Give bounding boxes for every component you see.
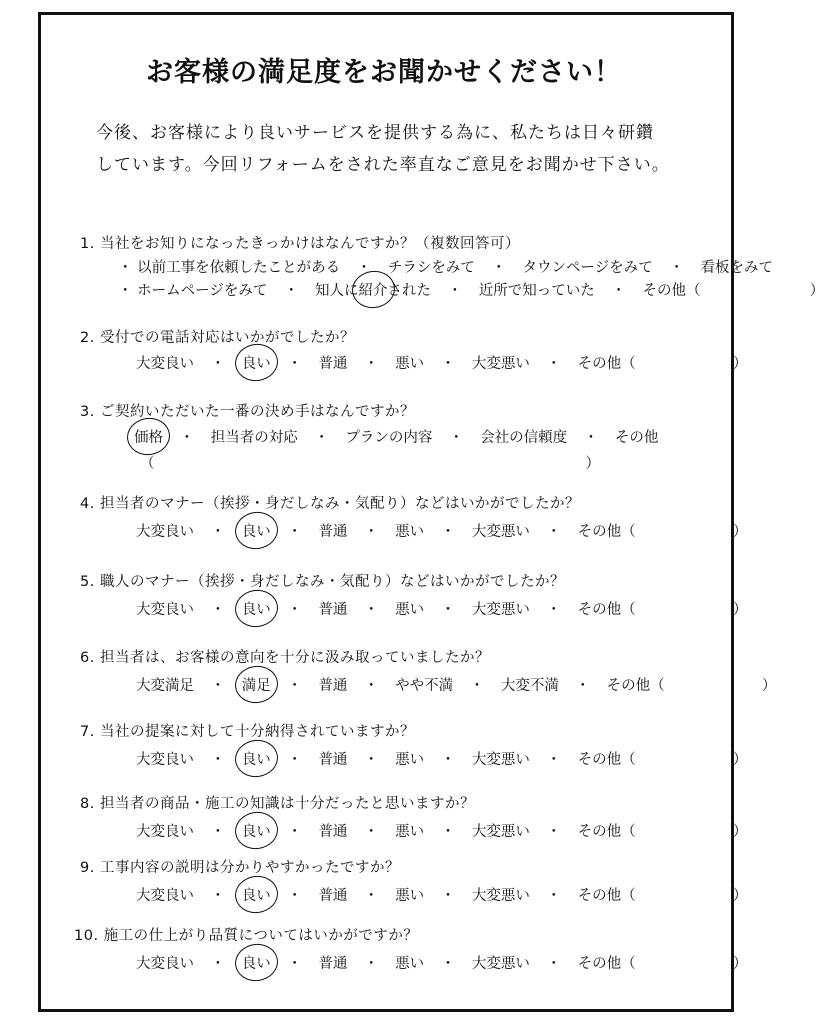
option-other[interactable]: その他（: [577, 356, 636, 372]
bullet: ・: [287, 752, 302, 768]
option[interactable]: 悪い: [395, 356, 425, 372]
close-paren: ）: [732, 956, 748, 972]
bullet: ・: [364, 524, 379, 540]
question-text: 当社の提案に対して十分納得されていますか？: [99, 724, 415, 740]
question-text: 工事内容の説明は分かりやすかったですか？: [99, 860, 400, 876]
option[interactable]: 会社の信頼度: [480, 430, 568, 446]
bullet: ・: [546, 888, 561, 904]
bullet: ・: [364, 824, 379, 840]
question-number: 10.: [74, 928, 99, 944]
bullet: ・: [669, 260, 684, 276]
question-number: 1.: [80, 236, 95, 252]
q3-other-input[interactable]: [140, 452, 600, 473]
option[interactable]: 悪い: [395, 602, 425, 618]
bullet: ・: [287, 678, 302, 694]
question-6: [80, 646, 490, 667]
bullet: ・: [583, 430, 599, 446]
question-2: [80, 326, 355, 347]
question-text: 当社をお知りになったきっかけはなんですか？（複数回答可）: [99, 236, 520, 252]
bullet: ・: [440, 602, 456, 618]
bullet: ・: [364, 678, 379, 694]
option[interactable]: プランの内容: [345, 430, 433, 446]
bullet: ・: [546, 752, 561, 768]
q1-option-selected[interactable]: 知人に紹介された: [315, 279, 431, 300]
circle-mark: 紹介: [359, 279, 388, 300]
question-number: 2.: [80, 330, 95, 346]
option[interactable]: 大変良い: [136, 602, 194, 618]
bullet: ・: [118, 283, 133, 299]
bullet: ・: [440, 888, 456, 904]
bullet: ・: [364, 602, 379, 618]
question-number: 7.: [80, 724, 95, 740]
option-selected[interactable]: 満足: [242, 674, 271, 695]
close-paren: ）: [732, 888, 748, 904]
q3-options: [134, 426, 658, 447]
q1-option-prefix: 知人に: [315, 283, 359, 299]
question-10: [74, 924, 418, 945]
bullet: ・: [210, 678, 226, 694]
option-other[interactable]: その他（: [577, 888, 636, 904]
option-other[interactable]: その他（: [577, 956, 636, 972]
question-number: 5.: [80, 574, 95, 590]
bullet: ・: [210, 956, 226, 972]
q1-option[interactable]: ホームページをみて: [137, 283, 268, 299]
bullet: ・: [210, 752, 226, 768]
option[interactable]: 普通: [318, 888, 348, 904]
bullet: ・: [546, 824, 561, 840]
bullet: ・: [546, 356, 561, 372]
option[interactable]: 大変悪い: [471, 824, 530, 840]
q1-option-other[interactable]: その他（: [642, 283, 701, 299]
option-selected[interactable]: 良い: [242, 748, 271, 769]
q1-options-row-1: [118, 256, 773, 277]
option[interactable]: 普通: [318, 524, 348, 540]
option-other[interactable]: その他: [614, 430, 659, 446]
option-selected[interactable]: 良い: [242, 598, 271, 619]
option[interactable]: 普通: [318, 824, 348, 840]
option-selected[interactable]: 良い: [242, 520, 271, 541]
q1-option[interactable]: タウンページをみて: [522, 260, 653, 276]
close-paren: ）: [585, 456, 600, 472]
option[interactable]: 担当者の対応: [210, 430, 298, 446]
intro-line-2: しています。今回リフォームをされた率直なご意見をお聞かせ下さい。: [96, 155, 670, 175]
q4-options: [136, 520, 747, 541]
close-paren: ）: [732, 524, 748, 540]
close-paren: ）: [761, 678, 777, 694]
option[interactable]: 大変良い: [136, 956, 194, 972]
question-number: 8.: [80, 796, 95, 812]
bullet: ・: [546, 956, 561, 972]
bullet: ・: [210, 356, 226, 372]
close-paren: ）: [732, 824, 748, 840]
page-title: お客様の満足度をお聞かせください！: [146, 57, 622, 88]
option[interactable]: 普通: [318, 356, 348, 372]
q1-option[interactable]: 近所で知っていた: [478, 283, 595, 299]
option[interactable]: 大変悪い: [471, 602, 530, 618]
bullet: ・: [287, 824, 302, 840]
option[interactable]: やや不満: [395, 678, 454, 694]
q8-options: [136, 820, 747, 841]
q1-option[interactable]: 看板をみて: [700, 260, 773, 276]
close-paren: ）: [732, 356, 748, 372]
option[interactable]: 普通: [318, 956, 348, 972]
option[interactable]: 悪い: [395, 888, 425, 904]
q6-options: [136, 674, 776, 695]
option[interactable]: 普通: [318, 678, 348, 694]
option[interactable]: 大変満足: [136, 678, 194, 694]
option-other[interactable]: その他（: [606, 678, 665, 694]
option-other[interactable]: その他（: [577, 602, 636, 618]
option[interactable]: 大変良い: [136, 356, 194, 372]
option[interactable]: 悪い: [395, 956, 425, 972]
option[interactable]: 大変悪い: [471, 956, 530, 972]
bullet: ・: [287, 524, 302, 540]
question-number: 3.: [80, 404, 95, 420]
close-paren: ）: [809, 283, 824, 299]
question-text: 職人のマナー（挨拶・身だしなみ・気配り）などはいかがでしたか？: [99, 574, 565, 590]
option[interactable]: 大変良い: [136, 888, 194, 904]
bullet: ・: [287, 956, 302, 972]
option[interactable]: 悪い: [395, 524, 425, 540]
option-selected[interactable]: 良い: [242, 352, 271, 373]
option[interactable]: 大変良い: [136, 824, 194, 840]
q1-options-row-2: [118, 279, 824, 300]
bullet: ・: [118, 260, 133, 276]
question-text: 担当者の商品・施工の知識は十分だったと思いますか？: [99, 796, 475, 812]
option[interactable]: 大変悪い: [471, 888, 530, 904]
bullet: ・: [314, 430, 329, 446]
question-3: [80, 400, 415, 421]
bullet: ・: [440, 752, 456, 768]
option[interactable]: 大変良い: [136, 524, 194, 540]
bullet: ・: [210, 824, 226, 840]
bullet: ・: [210, 888, 226, 904]
question-1: [80, 232, 520, 253]
q9-options: [136, 884, 747, 905]
q2-options: [136, 352, 747, 373]
bullet: ・: [210, 602, 226, 618]
bullet: ・: [287, 888, 302, 904]
bullet: ・: [364, 956, 379, 972]
option[interactable]: 普通: [318, 752, 348, 768]
close-paren: ）: [732, 602, 748, 618]
option-other[interactable]: その他（: [577, 524, 636, 540]
option-selected[interactable]: 良い: [242, 884, 271, 905]
bullet: ・: [287, 356, 302, 372]
bullet: ・: [440, 824, 456, 840]
question-text: ご契約いただいた一番の決め手はなんですか？: [99, 404, 415, 420]
question-number: 9.: [80, 860, 95, 876]
bullet: ・: [546, 524, 561, 540]
question-9: [80, 856, 400, 877]
question-text: 受付での電話対応はいかがでしたか？: [99, 330, 355, 346]
question-text: 施工の仕上がり品質についてはいかがですか？: [103, 928, 419, 944]
question-8: [80, 792, 475, 813]
question-7: [80, 720, 415, 741]
option-selected[interactable]: 良い: [242, 952, 271, 973]
option[interactable]: 大変悪い: [471, 524, 530, 540]
bullet: ・: [179, 430, 195, 446]
option[interactable]: 大変悪い: [471, 752, 530, 768]
option[interactable]: 悪い: [395, 824, 425, 840]
open-paren: （: [140, 456, 155, 472]
q7-options: [136, 748, 747, 769]
option[interactable]: 悪い: [395, 752, 425, 768]
bullet: ・: [440, 956, 456, 972]
bullet: ・: [449, 430, 464, 446]
question-5: [80, 570, 565, 591]
bullet: ・: [210, 524, 226, 540]
bullet: ・: [611, 283, 626, 299]
question-text: 担当者のマナー（挨拶・身だしなみ・気配り）などはいかがでしたか？: [99, 496, 580, 512]
option-other[interactable]: その他（: [577, 824, 636, 840]
q1-option[interactable]: チラシをみて: [387, 260, 475, 276]
bullet: ・: [491, 260, 506, 276]
option[interactable]: 大変悪い: [471, 356, 530, 372]
question-4: [80, 492, 580, 513]
option[interactable]: 普通: [318, 602, 348, 618]
bullet: ・: [287, 602, 302, 618]
close-paren: ）: [732, 752, 748, 768]
bullet: ・: [546, 602, 561, 618]
option[interactable]: 大変良い: [136, 752, 194, 768]
bullet: ・: [469, 678, 485, 694]
bullet: ・: [575, 678, 590, 694]
bullet: ・: [356, 260, 372, 276]
q1-option[interactable]: 以前工事を依頼したことがある: [137, 260, 341, 276]
intro-line-1: 今後、お客様により良いサービスを提供する為に、私たちは日々研鑽: [96, 123, 654, 143]
option-selected[interactable]: 価格: [134, 426, 163, 447]
q5-options: [136, 598, 747, 619]
bullet: ・: [283, 283, 299, 299]
q10-options: [136, 952, 747, 973]
question-text: 担当者は、お客様の意向を十分に汲み取っていましたか？: [99, 650, 490, 666]
bullet: ・: [364, 752, 379, 768]
bullet: ・: [364, 356, 379, 372]
option[interactable]: 大変不満: [500, 678, 559, 694]
question-number: 4.: [80, 496, 95, 512]
bullet: ・: [440, 356, 456, 372]
option-other[interactable]: その他（: [577, 752, 636, 768]
bullet: ・: [447, 283, 463, 299]
option-selected[interactable]: 良い: [242, 820, 271, 841]
question-number: 6.: [80, 650, 95, 666]
bullet: ・: [364, 888, 379, 904]
bullet: ・: [440, 524, 456, 540]
